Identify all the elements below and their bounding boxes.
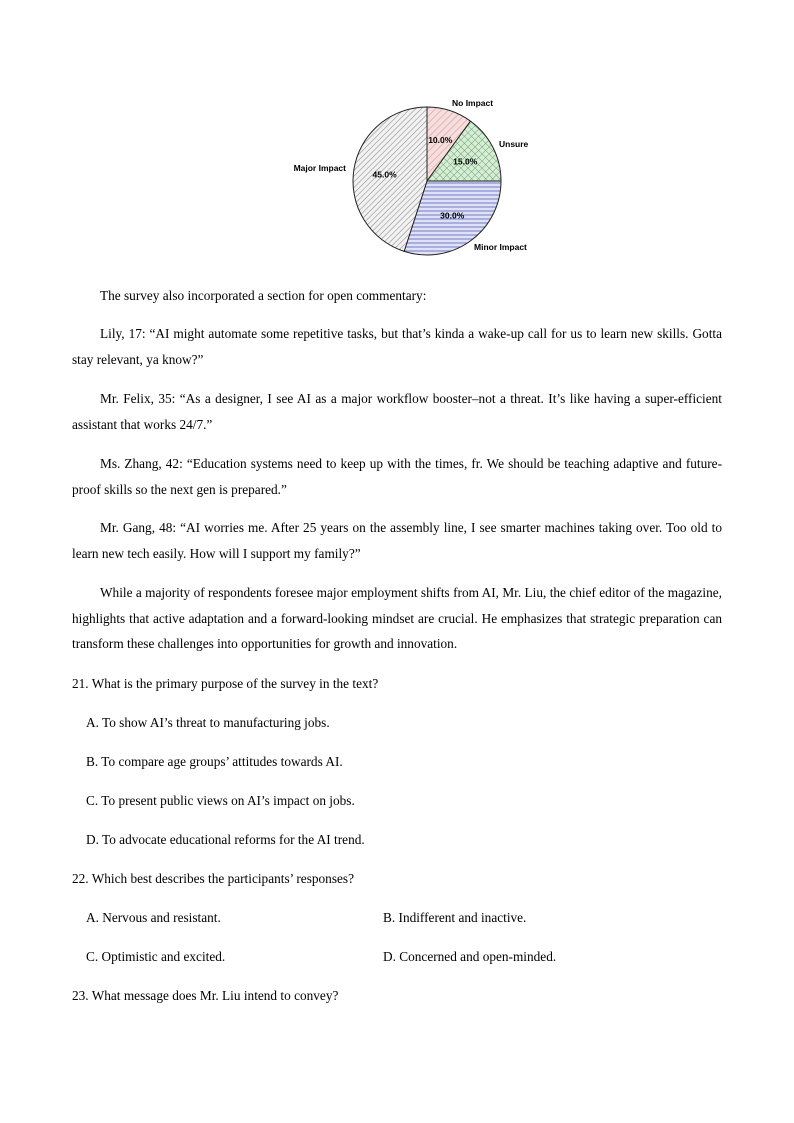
question-22-option-a: A. Nervous and resistant.	[86, 910, 221, 925]
comment-gang: Mr. Gang, 48: “AI worries me. After 25 years on the assembly line, I see smarter machines taking over. Too old to learn new tech easily. How will I support my family?”	[72, 520, 722, 561]
pie-percent-label: 15.0%	[453, 156, 478, 167]
question-23-stem: 23. What message does Mr. Liu intend to convey?	[72, 988, 339, 1003]
comment-zhang: Ms. Zhang, 42: “Education systems need to keep up with the times, fr. We should be teaching adaptive and future-proof skills so the next gen is prepared.”	[72, 456, 722, 497]
pie-percent-label: 45.0%	[372, 169, 397, 180]
question-22-option-d: D. Concerned and open-minded.	[383, 949, 557, 964]
summary-paragraph: While a majority of respondents foresee major employment shifts from AI, Mr. Liu, the chief editor of the magazine, highlights that active adaptation and a forward-looking mindset are crucial. He emphasizes that strategic preparation can transform these challenges into opportunities for growth and innovation.	[72, 585, 722, 651]
question-22-option-b: B. Indifferent and inactive.	[383, 910, 527, 925]
pie-category-label: Major Impact	[293, 163, 346, 173]
question-21-stem: 21. What is the primary purpose of the survey in the text?	[72, 676, 379, 691]
question-21-option-c: C. To present public views on AI’s impact on jobs.	[86, 793, 355, 808]
pie-svg	[270, 90, 560, 265]
intro-paragraph: The survey also incorporated a section for open commentary:	[100, 288, 427, 303]
comment-lily: Lily, 17: “AI might automate some repetitive tasks, but that’s kinda a wake-up call for us to learn new skills. Gotta stay relevant, ya know?”	[72, 326, 722, 367]
question-21-option-a: A. To show AI’s threat to manufacturing jobs.	[86, 715, 330, 730]
pie-category-label: Unsure	[499, 139, 529, 149]
question-22-option-c: C. Optimistic and excited.	[86, 949, 226, 964]
comment-felix: Mr. Felix, 35: “As a designer, I see AI as a major workflow booster–not a threat. It’s like having a super-efficient assistant that works 24/7.”	[72, 391, 722, 432]
impact-pie-chart	[270, 90, 560, 265]
pie-category-label: Minor Impact	[474, 242, 527, 252]
question-21-option-d: D. To advocate educational reforms for the AI trend.	[86, 832, 365, 847]
pie-percent-label: 10.0%	[428, 135, 453, 146]
question-21-option-b: B. To compare age groups’ attitudes towards AI.	[86, 754, 343, 769]
pie-percent-label: 30.0%	[440, 210, 465, 221]
pie-category-label: No Impact	[452, 98, 494, 108]
question-22-stem: 22. Which best describes the participants’ responses?	[72, 871, 354, 886]
